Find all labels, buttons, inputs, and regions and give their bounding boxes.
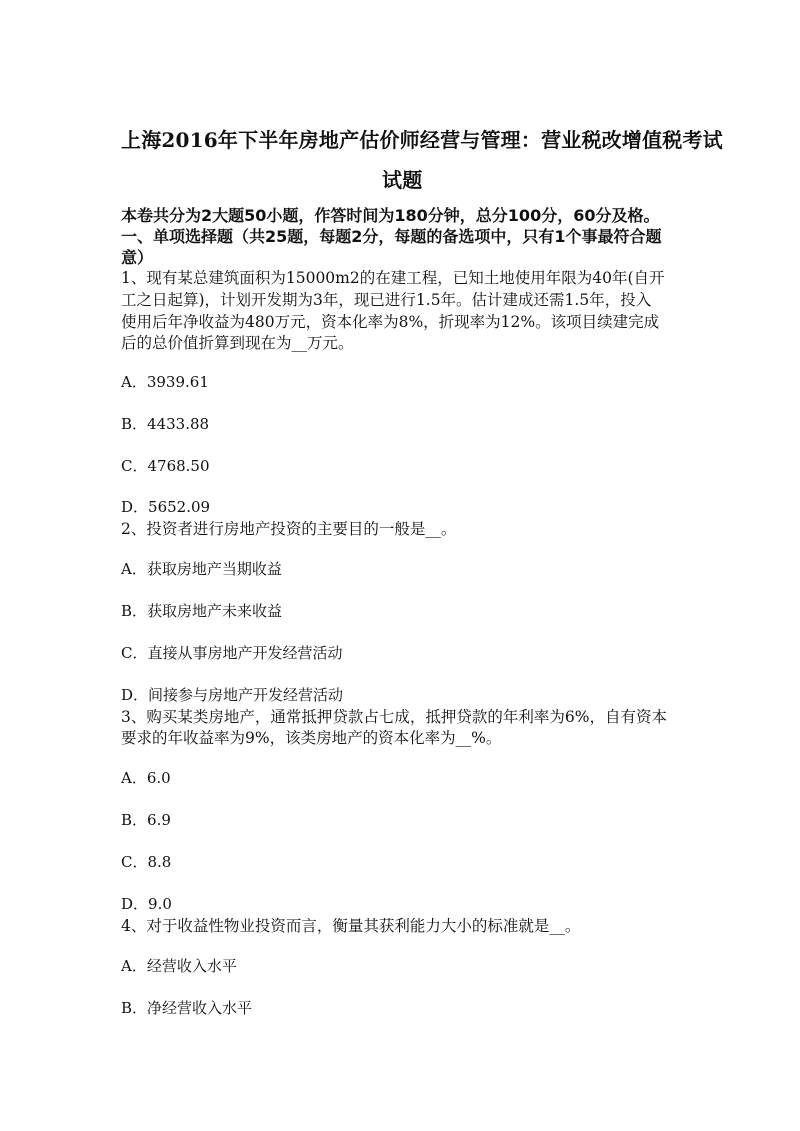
question-2-option-b: B．获取房地产未来收益 (121, 602, 283, 620)
question-1-line-2: 工之日起算)，计划开发期为3年，现已进行1.5年。估计建成还需1.5年，投入 (121, 291, 652, 309)
question-2-option-d: D．间接参与房地产开发经营活动 (121, 686, 344, 704)
question-1-option-b: B．4433.88 (121, 415, 210, 433)
exam-intro: 本卷共分为2大题50小题，作答时间为180分钟，总分100分，60分及格。 (121, 206, 660, 225)
question-2-option-a: A．获取房地产当期收益 (121, 560, 282, 578)
question-3-option-c: C．8.8 (121, 853, 172, 871)
section-heading-line-2: 意） (121, 248, 154, 267)
question-4-line-1: 4、对于收益性物业投资而言，衡量其获利能力大小的标准就是__。 (121, 917, 581, 935)
section-heading-line-1: 一、单项选择题（共25题，每题2分，每题的备选项中，只有1个事最符合题 (121, 227, 662, 246)
question-3-option-d: D．9.0 (121, 895, 172, 913)
question-2-option-c: C．直接从事房地产开发经营活动 (121, 644, 343, 662)
question-4-option-a: A．经营收入水平 (121, 957, 237, 975)
question-3-line-1: 3、购买某类房地产，通常抵押贷款占七成，抵押贷款的年利率为6%，自有资本 (121, 708, 667, 726)
question-3-option-a: A．6.0 (121, 769, 171, 787)
question-1-line-4: 后的总价值折算到现在为__万元。 (121, 334, 354, 352)
question-1-line-1: 1、现有某总建筑面积为15000m2的在建工程，已知土地使用年限为40年(自开 (121, 269, 665, 287)
document-title-line-2: 试题 (382, 168, 423, 192)
question-3-option-b: B．6.9 (121, 811, 171, 829)
question-1-option-d: D．5652.09 (121, 498, 211, 516)
question-3-line-2: 要求的年收益率为9%，该类房地产的资本化率为__%。 (121, 729, 502, 747)
document-title-line-1: 上海2016年下半年房地产估价师经营与管理：营业税改增值税考试 (121, 128, 723, 152)
question-4-option-b: B．净经营收入水平 (121, 999, 253, 1017)
question-1-option-c: C．4768.50 (121, 457, 210, 475)
question-1-line-3: 使用后年净收益为480万元，资本化率为8%，折现率为12%。该项目续建完成 (121, 313, 660, 331)
question-2-line-1: 2、投资者进行房地产投资的主要目的一般是__。 (121, 520, 457, 538)
question-1-option-a: A．3939.61 (121, 373, 209, 391)
